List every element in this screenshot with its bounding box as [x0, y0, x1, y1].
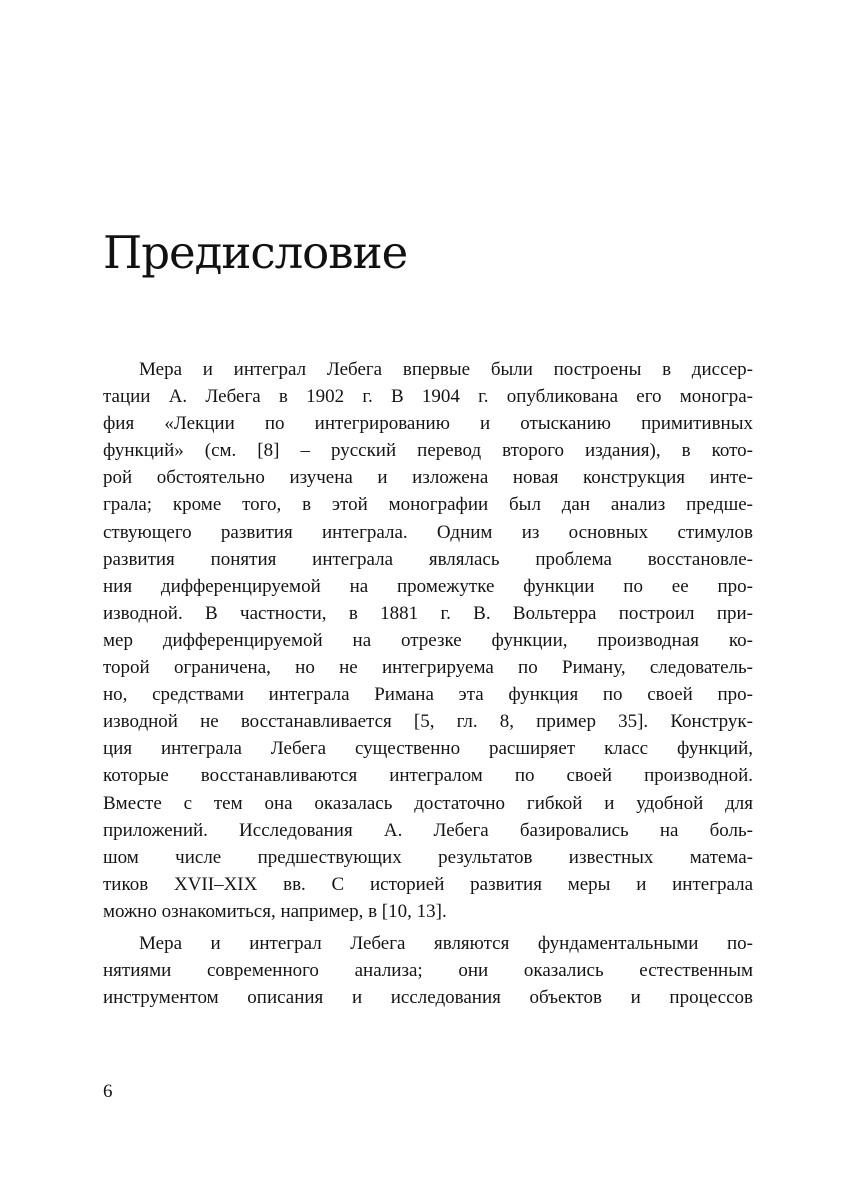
text-line: ния дифференцируемой на промежутке функции по ее про- — [103, 575, 753, 597]
text-line: нятиями современного анализа; они оказались естественным — [103, 960, 753, 982]
text-line: тации А. Лебега в 1902 г. В 1904 г. опубликована его моногра- — [103, 386, 753, 408]
text-line: ция интеграла Лебега существенно расширяет класс функций, — [103, 738, 753, 760]
text-line: фия «Лекции по интегрированию и отысканию примитивных — [103, 413, 753, 435]
text-line: тиков XVII–XIX вв. С историей развития меры и интеграла — [103, 873, 753, 895]
text-line: мер дифференцируемой на отрезке функции, производная ко- — [103, 629, 753, 651]
text-line: изводной не восстанавливается [5, гл. 8, пример 35]. Конструк- — [103, 711, 753, 733]
text-line: Мера и интеграл Лебега являются фундаментальными по- — [139, 932, 753, 954]
page-number: 6 — [103, 1081, 113, 1102]
text-line: рой обстоятельно изучена и изложена новая конструкция инте- — [103, 467, 753, 489]
text-line: функций» (см. [8] – русский перевод второго издания), в кото- — [103, 440, 753, 462]
chapter-title: Предисловие — [103, 226, 408, 279]
text-line: торой ограничена, но не интегрируема по Риману, следователь- — [103, 657, 753, 679]
text-line: но, средствами интеграла Римана эта функция по своей про- — [103, 684, 753, 706]
text-line: развития понятия интеграла являлась проблема восстановле- — [103, 548, 753, 570]
text-line: Вместе с тем она оказалась достаточно гибкой и удобной для — [103, 792, 753, 814]
text-line: можно ознакомиться, например, в [10, 13]. — [103, 900, 447, 922]
text-line: которые восстанавливаются интегралом по своей производной. — [103, 765, 753, 787]
text-line: Мера и интеграл Лебега впервые были построены в диссер- — [139, 359, 753, 380]
text-line: приложений. Исследования А. Лебега базировались на боль- — [103, 819, 753, 841]
text-line: ствующего развития интеграла. Одним из основных стимулов — [103, 521, 753, 543]
body-text — [103, 356, 753, 1011]
text-line: шом числе предшествующих результатов известных матема- — [103, 846, 753, 868]
text-line: грала; кроме того, в этой монографии был дан анализ предше- — [103, 494, 753, 516]
text-line: инструментом описания и исследования объектов и процессов — [103, 987, 753, 1009]
text-line: изводной. В частности, в 1881 г. В. Вольтерра построил при- — [103, 602, 753, 624]
